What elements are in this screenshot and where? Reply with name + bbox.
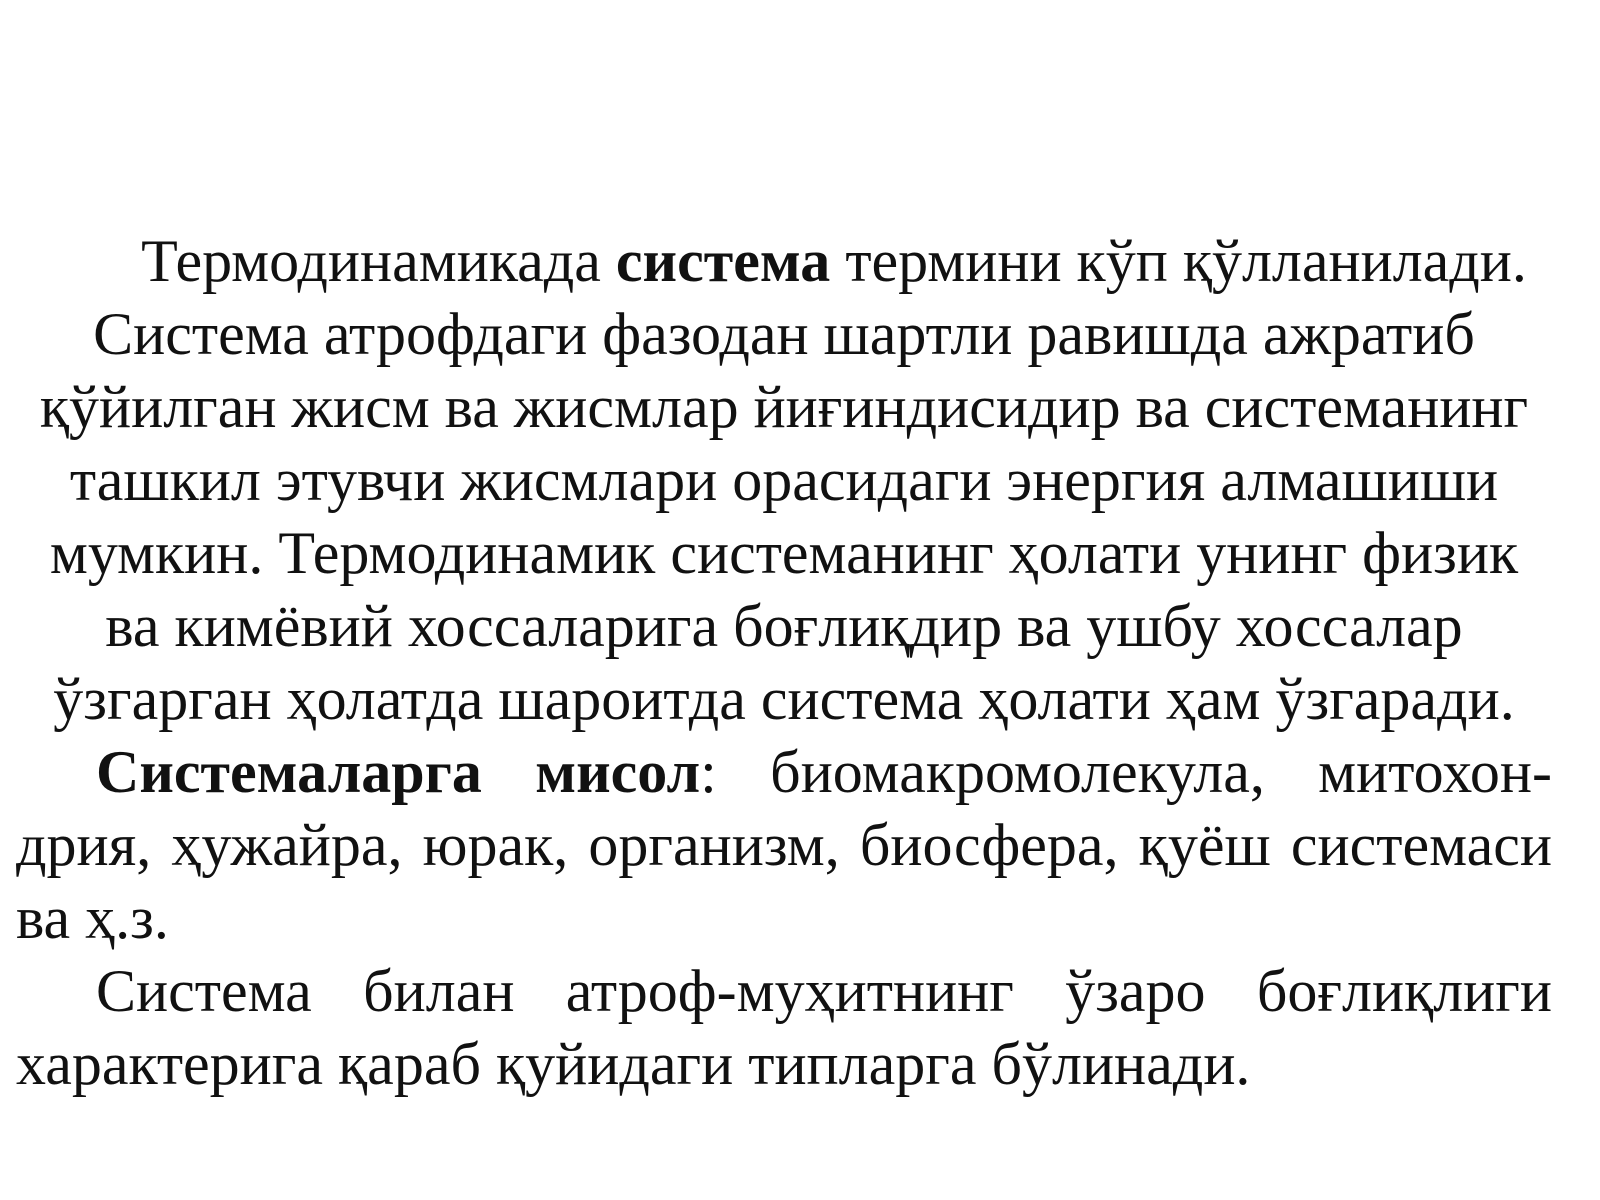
text-line: қўйилган жисм ва жисмлар йиғиндисидир ва системанинг bbox=[39, 374, 1529, 440]
text-line: Система билан атроф-муҳитнинг ўзаро боғлиқлиги bbox=[96, 958, 1552, 1024]
text-line: мумкин. Термодинамик системанинг ҳолати унинг физик bbox=[49, 520, 1519, 586]
bold-term-system: система bbox=[615, 228, 831, 294]
text-line: ўзгарган ҳолатда шароитда система ҳолати ҳам ўзгаради. bbox=[53, 666, 1515, 732]
text-line bbox=[16, 225, 1552, 298]
text-line: ташкил этувчи жисмлари орасидаги энергия алмашиши bbox=[69, 447, 1499, 513]
paragraph-system-types bbox=[16, 955, 1552, 1101]
paragraph-system-examples bbox=[16, 736, 1552, 955]
text-line: дрия, ҳужайра, юрак, организм, биосфера, қуёш системаси bbox=[16, 812, 1552, 878]
text-line: Система атрофдаги фазодан шартли равишда ажратиб bbox=[93, 301, 1475, 367]
bold-term-examples: Системаларга мисол bbox=[96, 739, 701, 805]
text-segment: : биомакромолекула, митохон- bbox=[700, 739, 1552, 805]
paragraph-system-definition bbox=[16, 225, 1552, 736]
text-segment: термини кўп қўлланилади. bbox=[830, 228, 1527, 294]
text-line: характерига қараб қуйидаги типларга бўлинади. bbox=[16, 1031, 1251, 1097]
text-line: ва кимёвий хоссаларига боғлиқдир ва ушбу хоссалар bbox=[105, 593, 1463, 659]
text-line bbox=[16, 736, 1552, 809]
text-line: ва ҳ.з. bbox=[16, 885, 169, 951]
text-segment: Термодинамикада bbox=[141, 228, 616, 294]
